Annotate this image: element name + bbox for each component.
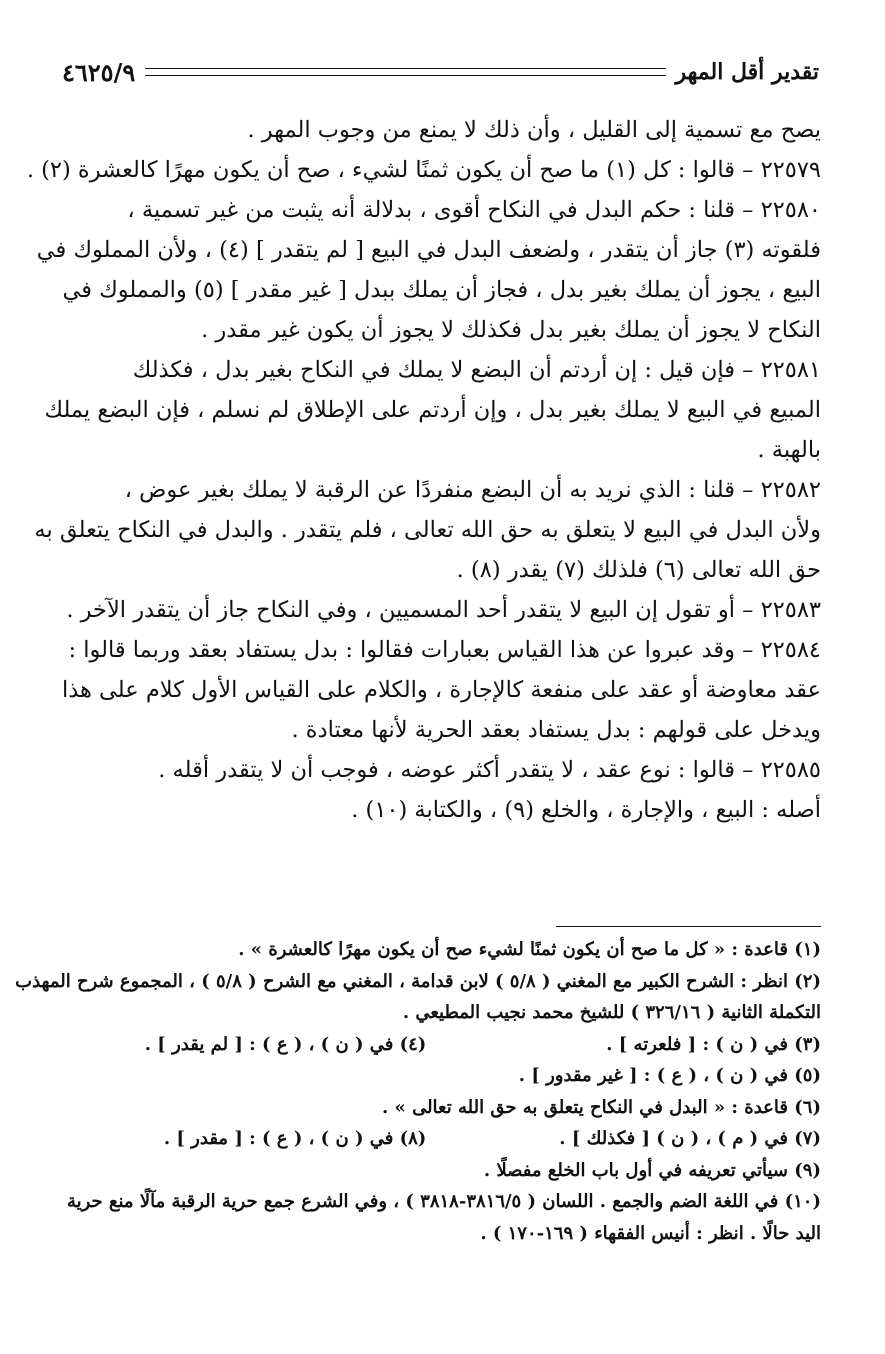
footnote-10-cont: اليد حالًا . انظر : أنيس الفقهاء ( ١٦٩-١٧٠ ) .: [480, 1222, 821, 1244]
text-line: ولأن البدل في البيع لا يتعلق به حق الله تعالى ، فلم يتقدر . والبدل في النكاح يتعلق به: [34, 517, 821, 543]
footnote-7: (٧) في ( م ) ، ( ن ) [ فكذلك ] .: [559, 1128, 821, 1149]
footnote-5: (٥) في ( ن ) ، ( ع ) : [ غير مقدور ] .: [518, 1065, 821, 1086]
footnote-2: (٢) انظر : الشرح الكبير مع المغني ( ٥/٨ ) لابن قدامة ، المغني مع الشرح ( ٥/٨ ) ، المجموع شرح المهذب: [15, 970, 821, 992]
text-line: ويدخل على قولهم : بدل يستفاد بعقد الحرية لأنها معتادة .: [291, 717, 821, 743]
paragraph-22582: ٢٢٥٨٢ – قلنا : الذي نريد به أن البضع منفردًا عن الرقبة لا يملك بغير عوض ،: [124, 477, 821, 503]
footnote-9: (٩) سيأتي تعريفه في أول باب الخلع مفصلًا .: [483, 1159, 821, 1181]
paragraph-22580: ٢٢٥٨٠ – قلنا : حكم البدل في النكاح أقوى ، بدلالة أنه يثبت من غير تسمية ،: [127, 197, 821, 223]
text-line: المبيع في البيع لا يملك بغير بدل ، وإن أردتم على الإطلاق لم نسلم ، فإن البضع يملك: [44, 397, 821, 423]
page-number: ٤٦٢٥/٩: [62, 57, 136, 87]
paragraph-22583: ٢٢٥٨٣ – أو تقول إن البيع لا يتقدر أحد المسميين ، وفي النكاح جاز أن يتقدر الآخر .: [66, 597, 821, 623]
footnote-8: (٨) في ( ن ) ، ( ع ) : [ مقدر ] .: [163, 1128, 427, 1149]
footnote-4: (٤) في ( ن ) ، ( ع ) : [ لم يقدر ] .: [144, 1033, 427, 1055]
text-line: فلقوته (٣) جاز أن يتقدر ، ولضعف البدل في البيع [ لم يتقدر ] (٤) ، ولأن المملوك في: [36, 237, 821, 263]
footnote-10: (١٠) في اللغة الضم والجمع . اللسان ( ٣٨١٦/٥-٣٨١٨ ) ، وفي الشرع جمع حرية الرقبة مآلًا منع حرية: [66, 1191, 821, 1212]
footnote-separator: [556, 926, 821, 927]
text-line: يصح مع تسمية إلى القليل ، وأن ذلك لا يمنع من وجوب المهر .: [247, 117, 821, 143]
text-line: أصله : البيع ، والإجارة ، والخلع (٩) ، والكتابة (١٠) .: [351, 797, 821, 823]
footnote-1: (١) قاعدة : « كل ما صح أن يكون ثمنًا لشيء صح أن يكون مهرًا كالعشرة » .: [238, 939, 821, 960]
paragraph-22581: ٢٢٥٨١ – فإن قيل : إن أردتم أن البضع لا يملك في النكاح بغير بدل ، فكذلك: [132, 357, 821, 383]
text-line: بالهبة .: [757, 437, 821, 463]
footnote-row: [62, 1029, 821, 1061]
paragraph-22584: ٢٢٥٨٤ – وقد عبروا عن هذا القياس بعبارات فقالوا : بدل يستفاد بعقد وربما قالوا :: [68, 637, 821, 663]
running-title: تقدير أقل المهر: [675, 59, 819, 85]
footnote-6: (٦) قاعدة : « البدل في النكاح يتعلق به حق الله تعالى » .: [382, 1096, 821, 1118]
paragraph-22579: ٢٢٥٧٩ – قالوا : كل (١) ما صح أن يكون ثمنًا لشيء ، صح أن يكون مهرًا كالعشرة (٢) .: [26, 157, 821, 183]
footnote-row: [62, 1123, 821, 1155]
footnote-2-cont: التكملة الثانية ( ٣٢٦/١٦ ) للشيخ محمد نجيب المطيعي .: [402, 1002, 821, 1023]
header-double-rule: [145, 68, 665, 76]
footnotes: [15, 934, 821, 1249]
text-line: النكاح لا يجوز أن يملك بغير بدل فكذلك لا يجوز أن يكون غير مقدر .: [201, 317, 821, 343]
page-header: [62, 52, 819, 92]
text-line: عقد معاوضة أو عقد على منفعة كالإجارة ، والكلام على القياس الأول كلام على هذا: [61, 677, 821, 703]
main-text: [26, 110, 821, 830]
text-line: البيع ، يجوز أن يملك بغير بدل ، فجاز أن يملك ببدل [ غير مقدر ] (٥) والمملوك في: [62, 277, 821, 303]
text-line: حق الله تعالى (٦) فلذلك (٧) يقدر (٨) .: [456, 557, 821, 583]
footnote-3: (٣) في ( ن ) : [ فلعرته ] .: [606, 1033, 821, 1055]
paragraph-22585: ٢٢٥٨٥ – قالوا : نوع عقد ، لا يتقدر أكثر عوضه ، فوجب أن لا يتقدر أقله .: [158, 757, 821, 783]
